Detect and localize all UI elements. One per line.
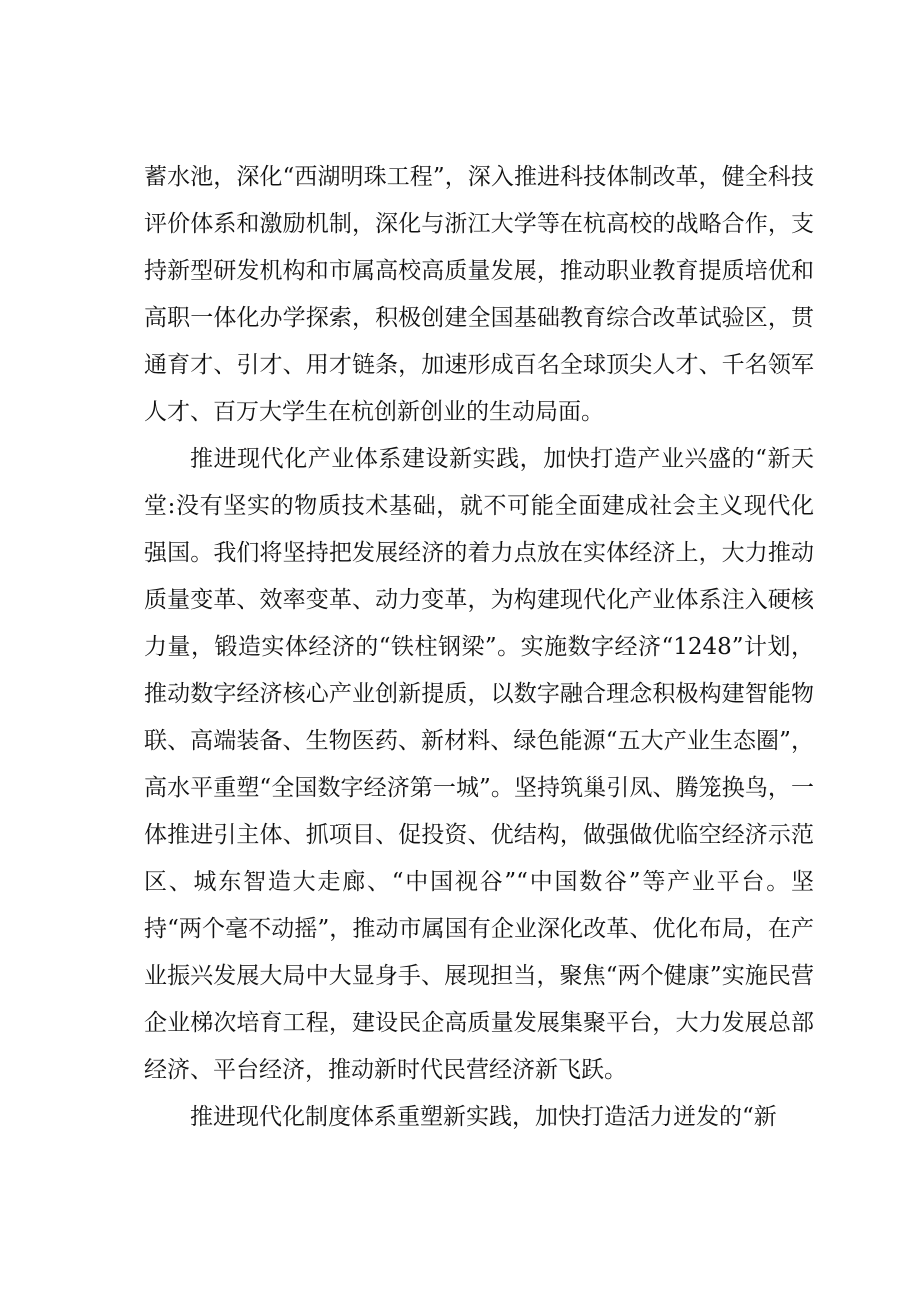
document-body xyxy=(144,154,814,1141)
paragraph-2: 推进现代化产业体系建设新实践，加快打造产业兴盛的“新天堂:没有坚实的物质技术基础，就不可能全面建成社会主义现代化强国。我们将坚持把发展经济的着力点放在实体经济上，大力推动质量变革、效率变革、动力变革，为构建现代化产业体系注入硬核力量，锻造实体经济的“铁柱钢梁”。实施数字经济“1248”计划，推动数字经济核心产业创新提质，以数字融合理念积极构建智能物联、高端装备、生物医药、新材料、绿色能源“五大产业生态圈”，高水平重塑“全国数字经济第一城”。坚持筑巢引凤、腾笼换鸟，一体推进引主体、抓项目、促投资、优结构，做强做优临空经济示范区、城东智造大走廊、“中国视谷”“中国数谷”等产业平台。坚持“两个毫不动摇”，推动市属国有企业深化改革、优化布局，在产业振兴发展大局中大显身手、展现担当，聚焦“两个健康”实施民营企业梯次培育工程，建设民企高质量发展集聚平台，大力发展总部经济、平台经济，推动新时代民营经济新飞跃。 xyxy=(144,446,814,1083)
paragraph-1: 蓄水池，深化“西湖明珠工程”，深入推进科技体制改革，健全科技评价体系和激励机制，深化与浙江大学等在杭高校的战略合作，支持新型研发机构和市属高校高质量发展，推动职业教育提质培优和高职一体化办学探索，积极创建全国基础教育综合改革试验区，贯通育才、引才、用才链条，加速形成百名全球顶尖人才、千名领军人才、百万大学生在杭创新创业的生动局面。 xyxy=(144,164,814,425)
paragraph-3: 推进现代化制度体系重塑新实践，加快打造活力迸发的“新 xyxy=(190,1104,777,1130)
